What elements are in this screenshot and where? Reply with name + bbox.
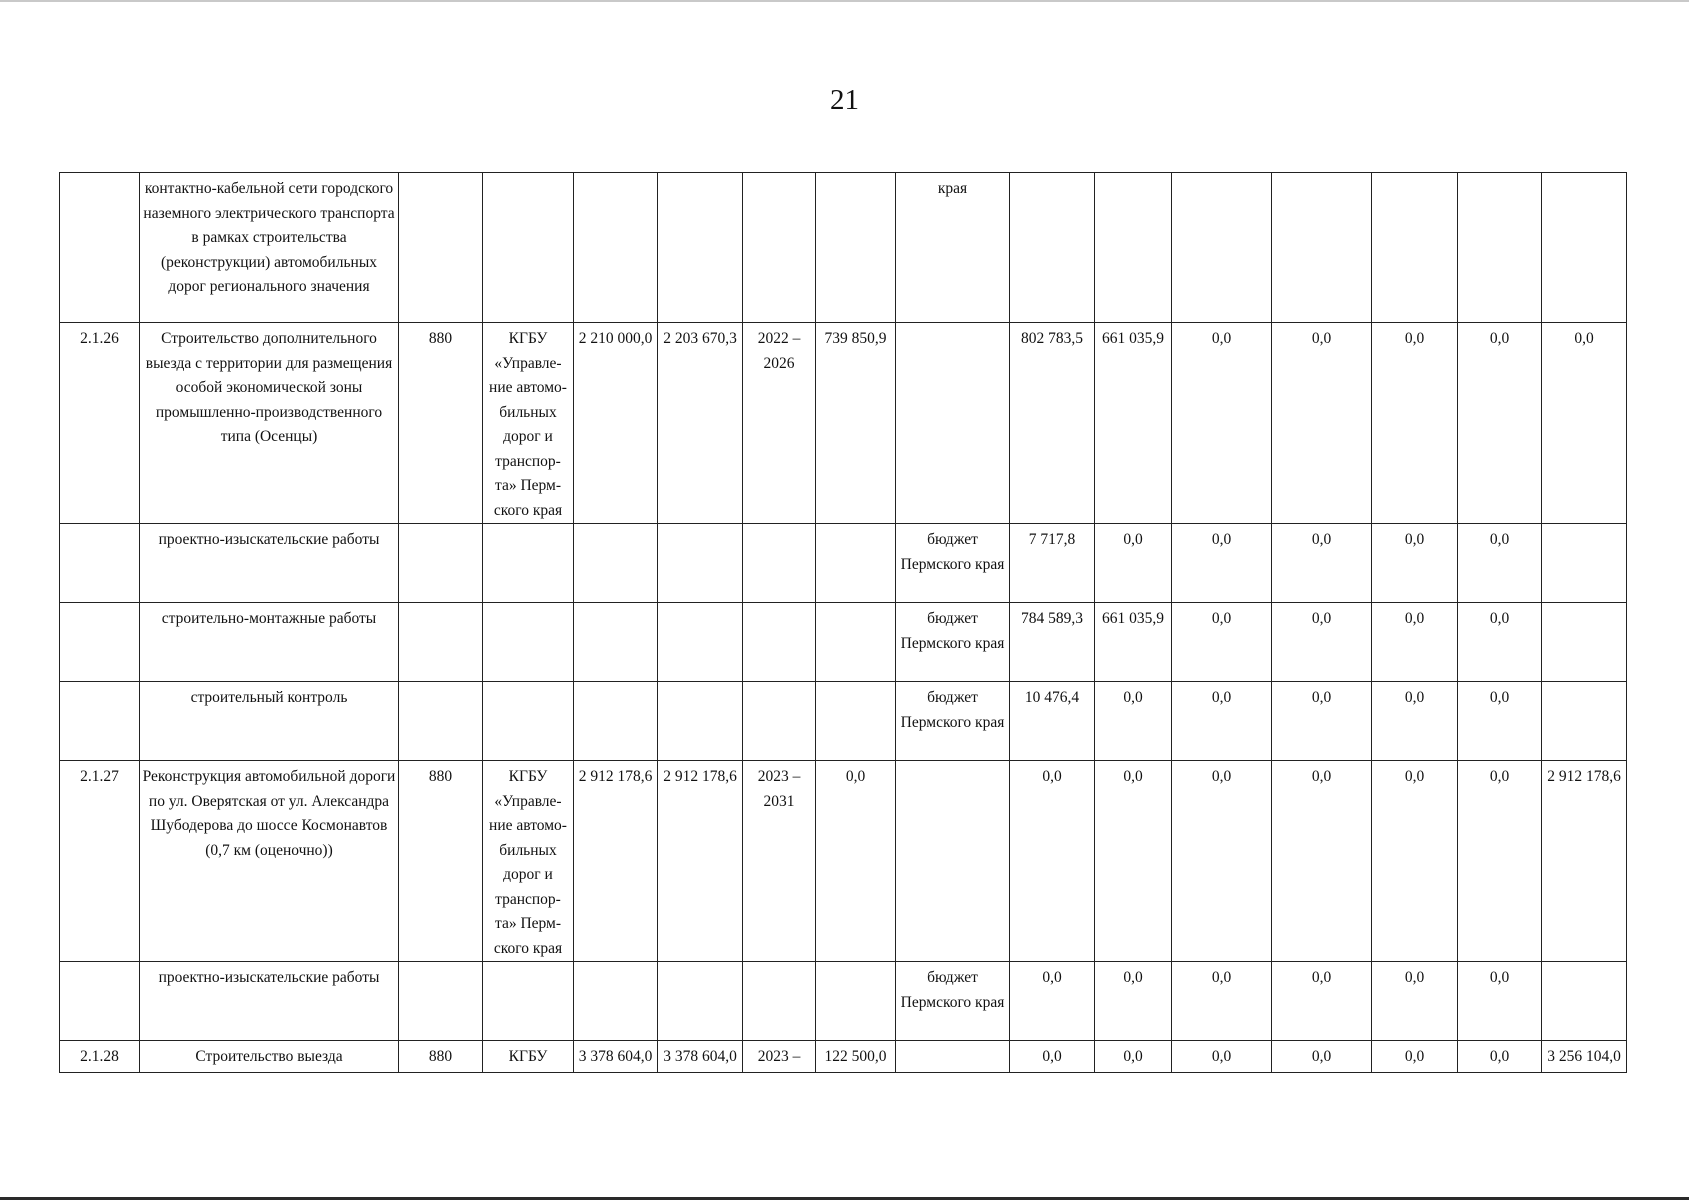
year-5-cell: 0,0 — [1372, 323, 1458, 524]
row-number-cell: 2.1.28 — [60, 1041, 140, 1073]
spent-cell — [816, 173, 896, 323]
year-6-cell: 0,0 — [1458, 962, 1542, 1041]
table-row — [60, 1041, 1627, 1073]
executor-cell: КГБУ «Управле-ние автомо-бильных дорог и транспор-та» Перм-ского края — [483, 761, 574, 962]
year-3-cell: 0,0 — [1172, 323, 1272, 524]
spent-cell — [816, 962, 896, 1041]
table-row — [60, 682, 1627, 761]
year-6-cell: 0,0 — [1458, 603, 1542, 682]
row-number-cell — [60, 524, 140, 603]
year-2-cell: 0,0 — [1095, 761, 1172, 962]
year-6-cell — [1458, 173, 1542, 323]
code-cell — [399, 682, 483, 761]
table-row — [60, 962, 1627, 1041]
year-5-cell: 0,0 — [1372, 603, 1458, 682]
code-cell — [399, 962, 483, 1041]
year-2-cell: 0,0 — [1095, 962, 1172, 1041]
table-row — [60, 173, 1627, 323]
period-cell — [743, 524, 816, 603]
executor-cell — [483, 173, 574, 323]
funding-source-cell — [896, 323, 1010, 524]
year-5-cell: 0,0 — [1372, 1041, 1458, 1073]
year-1-cell: 7 717,8 — [1010, 524, 1095, 603]
year-4-cell: 0,0 — [1272, 603, 1372, 682]
cost-current-cell — [658, 962, 743, 1041]
row-number-cell — [60, 603, 140, 682]
year-1-cell: 10 476,4 — [1010, 682, 1095, 761]
year-6-cell: 0,0 — [1458, 682, 1542, 761]
cost-total-cell — [574, 682, 658, 761]
measure-name-cell: Реконструкция автомобильной дороги по ул. Оверятская от ул. Александра Шубодерова до шоссе Космонавтов (0,7 км (оценочно)) — [140, 761, 399, 962]
spent-cell: 0,0 — [816, 761, 896, 962]
cost-total-cell — [574, 603, 658, 682]
row-number-cell — [60, 173, 140, 323]
period-cell — [743, 682, 816, 761]
year-2-cell: 0,0 — [1095, 524, 1172, 603]
table-row — [60, 603, 1627, 682]
executor-cell — [483, 524, 574, 603]
year-4-cell: 0,0 — [1272, 962, 1372, 1041]
cost-current-cell: 2 912 178,6 — [658, 761, 743, 962]
year-2-cell: 661 035,9 — [1095, 603, 1172, 682]
row-number-cell: 2.1.27 — [60, 761, 140, 962]
executor-cell — [483, 682, 574, 761]
year-5-cell — [1372, 173, 1458, 323]
funding-source-cell: бюджет Пермского края — [896, 603, 1010, 682]
year-3-cell: 0,0 — [1172, 524, 1272, 603]
cost-total-cell — [574, 962, 658, 1041]
year-5-cell: 0,0 — [1372, 524, 1458, 603]
year-3-cell: 0,0 — [1172, 1041, 1272, 1073]
year-6-cell: 0,0 — [1458, 1041, 1542, 1073]
year-6-cell: 0,0 — [1458, 524, 1542, 603]
code-cell — [399, 173, 483, 323]
year-2-cell: 661 035,9 — [1095, 323, 1172, 524]
row-number-cell — [60, 682, 140, 761]
year-3-cell: 0,0 — [1172, 682, 1272, 761]
year-3-cell: 0,0 — [1172, 761, 1272, 962]
cost-current-cell: 3 378 604,0 — [658, 1041, 743, 1073]
cost-total-cell: 3 378 604,0 — [574, 1041, 658, 1073]
cost-current-cell — [658, 173, 743, 323]
measure-name-cell: контактно-кабельной сети городского наземного электрического транспорта в рамках строительства (реконструкции) автомобильных дорог регионального значения — [140, 173, 399, 323]
funding-source-cell: бюджет Пермского края — [896, 962, 1010, 1041]
year-2-cell: 0,0 — [1095, 682, 1172, 761]
year-3-cell: 0,0 — [1172, 962, 1272, 1041]
measure-name-cell: проектно-изыскательские работы — [140, 524, 399, 603]
funding-source-cell: края — [896, 173, 1010, 323]
year-6-cell: 0,0 — [1458, 761, 1542, 962]
period-cell — [743, 603, 816, 682]
period-cell — [743, 962, 816, 1041]
cost-current-cell: 2 203 670,3 — [658, 323, 743, 524]
year-3-cell: 0,0 — [1172, 603, 1272, 682]
year-1-cell: 802 783,5 — [1010, 323, 1095, 524]
later-years-cell: 2 912 178,6 — [1542, 761, 1627, 962]
funding-source-cell: бюджет Пермского края — [896, 524, 1010, 603]
funding-source-cell — [896, 761, 1010, 962]
year-1-cell: 0,0 — [1010, 761, 1095, 962]
row-number-cell — [60, 962, 140, 1041]
measure-name-cell: проектно-изыскательские работы — [140, 962, 399, 1041]
scan-top-edge — [0, 0, 1689, 2]
code-cell — [399, 524, 483, 603]
spent-cell — [816, 603, 896, 682]
year-4-cell: 0,0 — [1272, 761, 1372, 962]
measure-name-cell: Строительство выезда — [140, 1041, 399, 1073]
period-cell: 2022 – 2026 — [743, 323, 816, 524]
spent-cell: 122 500,0 — [816, 1041, 896, 1073]
table-row — [60, 524, 1627, 603]
code-cell: 880 — [399, 761, 483, 962]
year-1-cell: 0,0 — [1010, 962, 1095, 1041]
year-3-cell — [1172, 173, 1272, 323]
year-4-cell — [1272, 173, 1372, 323]
year-4-cell: 0,0 — [1272, 1041, 1372, 1073]
cost-total-cell — [574, 524, 658, 603]
year-4-cell: 0,0 — [1272, 323, 1372, 524]
measure-name-cell: строительный контроль — [140, 682, 399, 761]
year-4-cell: 0,0 — [1272, 524, 1372, 603]
cost-current-cell — [658, 603, 743, 682]
later-years-cell — [1542, 962, 1627, 1041]
year-5-cell: 0,0 — [1372, 962, 1458, 1041]
year-2-cell — [1095, 173, 1172, 323]
table-row — [60, 323, 1627, 524]
year-5-cell: 0,0 — [1372, 682, 1458, 761]
later-years-cell — [1542, 682, 1627, 761]
executor-cell: КГБУ «Управле-ние автомо-бильных дорог и транспор-та» Перм-ского края — [483, 323, 574, 524]
table-row — [60, 761, 1627, 962]
cost-current-cell — [658, 682, 743, 761]
budget-table — [59, 172, 1627, 1073]
later-years-cell — [1542, 603, 1627, 682]
later-years-cell — [1542, 173, 1627, 323]
measure-name-cell: Строительство дополнительного выезда с территории для размещения особой экономической зоны промышленно-производственного типа (Осенцы) — [140, 323, 399, 524]
cost-total-cell: 2 210 000,0 — [574, 323, 658, 524]
year-6-cell: 0,0 — [1458, 323, 1542, 524]
executor-cell: КГБУ — [483, 1041, 574, 1073]
cost-total-cell: 2 912 178,6 — [574, 761, 658, 962]
funding-source-cell — [896, 1041, 1010, 1073]
spent-cell — [816, 682, 896, 761]
page-number: 21 — [830, 84, 859, 116]
period-cell: 2023 – 2031 — [743, 761, 816, 962]
measure-name-cell: строительно-монтажные работы — [140, 603, 399, 682]
code-cell: 880 — [399, 1041, 483, 1073]
cost-current-cell — [658, 524, 743, 603]
year-5-cell: 0,0 — [1372, 761, 1458, 962]
later-years-cell — [1542, 524, 1627, 603]
period-cell: 2023 – — [743, 1041, 816, 1073]
year-1-cell — [1010, 173, 1095, 323]
spent-cell — [816, 524, 896, 603]
later-years-cell: 0,0 — [1542, 323, 1627, 524]
period-cell — [743, 173, 816, 323]
year-4-cell: 0,0 — [1272, 682, 1372, 761]
spent-cell: 739 850,9 — [816, 323, 896, 524]
year-1-cell: 784 589,3 — [1010, 603, 1095, 682]
year-2-cell: 0,0 — [1095, 1041, 1172, 1073]
code-cell: 880 — [399, 323, 483, 524]
row-number-cell: 2.1.26 — [60, 323, 140, 524]
executor-cell — [483, 962, 574, 1041]
cost-total-cell — [574, 173, 658, 323]
executor-cell — [483, 603, 574, 682]
later-years-cell: 3 256 104,0 — [1542, 1041, 1627, 1073]
funding-source-cell: бюджет Пермского края — [896, 682, 1010, 761]
year-1-cell: 0,0 — [1010, 1041, 1095, 1073]
code-cell — [399, 603, 483, 682]
